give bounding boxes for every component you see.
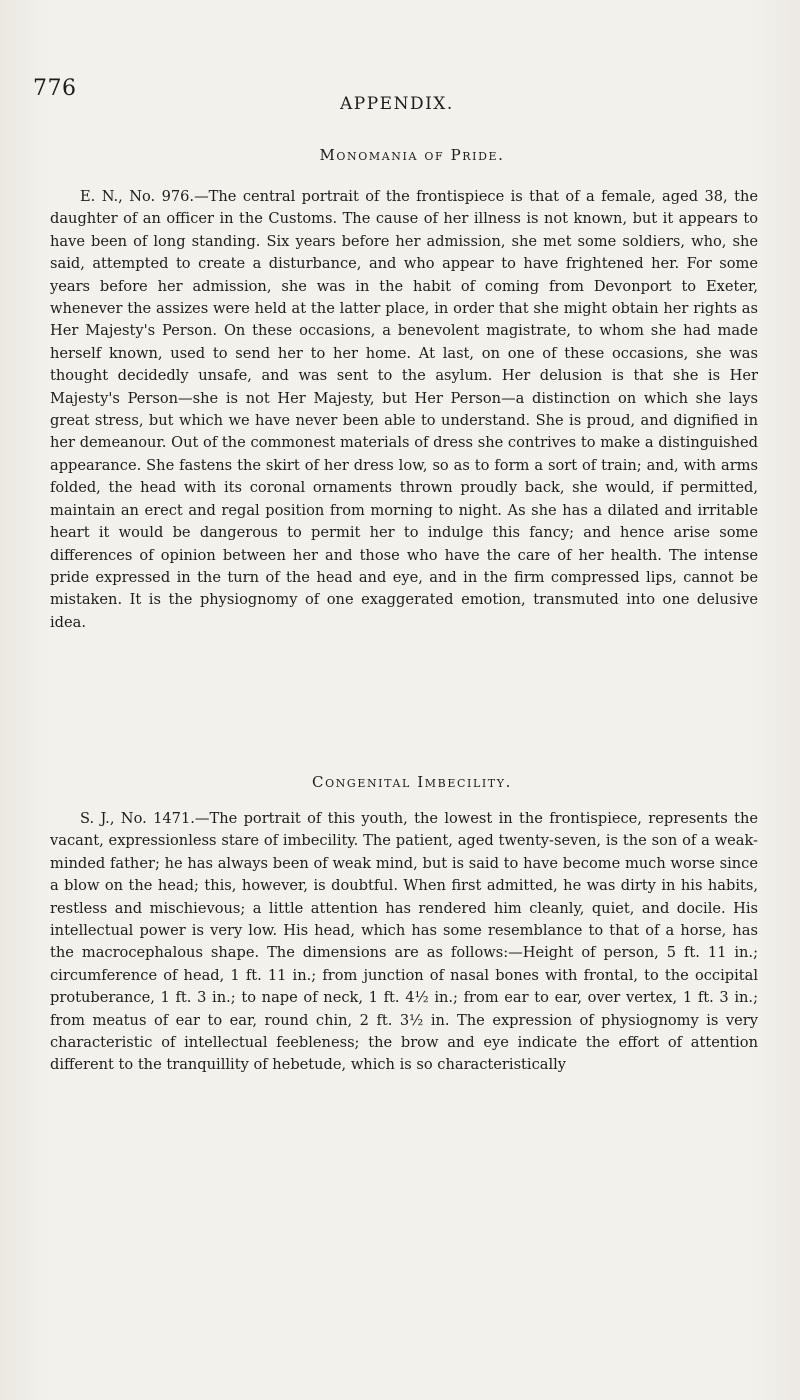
section-body-imbecility: S. J., No. 1471.—The portrait of this youth, the lowest in the frontispiece, represents the vacant, expressionless stare of imbecility. The patient, aged twenty-seven, is the son of a weak-minded father; he has always been of weak mind, but is said to have become much worse since a blow on the head; this, however, is doubtful. When first admitted, he was dirty in his habits, restless and mischievous; a little attention has rendered him cleanly, quiet, and docile. His intellectual power is very low. His head, which has some resemblance to that of a horse, has the macrocephalous shape. The dimensions are as follows:—Height of person, 5 ft. 11 in.; circumference of head, 1 ft. 11 in.; from junction of nasal bones with frontal, to the occipital protuberance, 1 ft. 3 in.; to nape of neck, 1 ft. 4½ in.; from ear to ear, over vertex, 1 ft. 3 in.; from meatus of ear to ear, round chin, 2 ft. 3½ in. The expression of physiognomy is very characteristic of intellectual feebleness; the brow and eye indicate the effort of attention different to the tranquillity of hebetude, which is so characteristically bbox=[50, 810, 758, 1074]
section-title-imbecility: Congenital Imbecility. bbox=[312, 773, 512, 791]
running-head: APPENDIX. bbox=[340, 94, 454, 114]
section-body-monomania: E. N., No. 976.—The central portrait of the frontispiece is that of a female, aged 38, the daughter of an officer in the Customs. The cause of her illness is not known, but it appears to have been of long standing. Six years before her admission, she met some soldiers, who, she said, attempted to create a disturbance, and who appear to have frightened her. For some years before her admission, she was in the habit of coming from Devonport to Exeter, whenever the assizes were held at the latter place, in order that she might obtain her rights as Her Majesty's Person. On these occasions, a benevolent magistrate, to whom she had made herself known, used to send her to her home. At last, on one of these occasions, she was thought decidedly unsafe, and was sent to the asylum. Her delusion is that she is Her Majesty's Person—she is not Her Majesty, but Her Person—a distinction on which she lays great stress, but which we have never been able to understand. She is proud, and dignified in her demeanour. Out of the commonest materials of dress she contrives to make a distinguished appearance. She fastens the skirt of her dress low, so as to form a sort of train; and, with arms folded, the head with its coronal ornaments thrown proudly back, she would, if permitted, maintain an erect and regal position from morning to night. As she has a dilated and irritable heart it would be dangerous to permit her to indulge this fancy; and hence arise some differences of opinion between her and those who have the care of her health. The intense pride expressed in the turn of the head and eye, and in the firm compressed lips, cannot be mistaken. It is the physiognomy of one exaggerated emotion, transmuted into one delusive idea. bbox=[50, 188, 758, 631]
section-title-monomania: Monomania of Pride. bbox=[319, 146, 505, 164]
page-number: 776 bbox=[33, 76, 77, 101]
